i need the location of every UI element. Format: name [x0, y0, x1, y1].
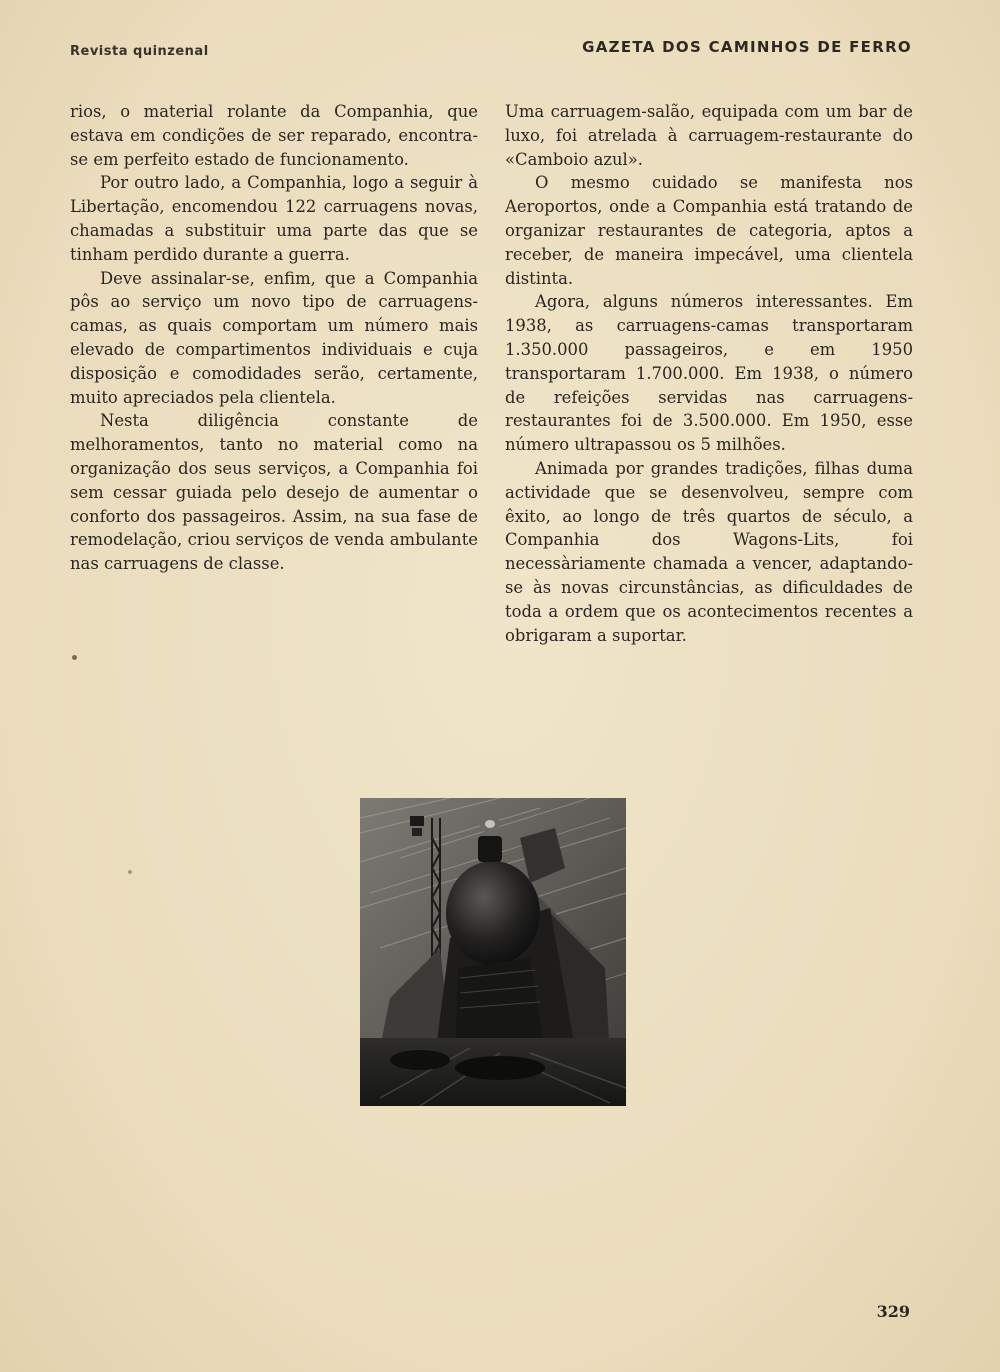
paragraph: Deve assinalar-se, enfim, que a Companhia pôs ao serviço um novo tipo de carruagens-camas, as quais comportam um número mais elevado de compartimentos individuais e cuja disposição e comodidades serão, certamente, muito apreciados pela clientela.	[70, 268, 478, 407]
running-head-left: Revista quinzenal	[70, 44, 209, 59]
paragraph: O mesmo cuidado se manifesta nos Aeroportos, onde a Companhia está tratando de organizar restaurantes de categoria, aptos a receber, de maneira impecável, uma clientela distinta.	[505, 173, 913, 288]
paper-speck	[128, 870, 132, 874]
text-column-left	[70, 100, 478, 576]
paper-speck	[72, 655, 77, 660]
paragraph: rios, o material rolante da Companhia, que estava em condições de ser reparado, encontra-se em perfeito estado de funcionamento.	[70, 102, 478, 169]
paragraph: Animada por grandes tradições, filhas duma actividade que se desenvolveu, sempre com êxito, ao longo de três quartos de século, a Companhia dos Wagons-Lits, foi necessàriamente chamada a vencer, adaptando-se às novas circunstâncias, as dificuldades de toda a ordem que os acontecimentos recentes a obrigaram a suportar.	[505, 458, 913, 645]
paragraph: Agora, alguns números interessantes. Em 1938, as carruagens-camas transportaram 1.350.000 passageiros, e em 1950 transportaram 1.700.000. Em 1938, o número de refeições servidas nas carruagens-restaurantes foi de 3.500.000. Em 1950, esse número ultrapassou os 5 milhões.	[505, 292, 913, 455]
paragraph: Uma carruagem-salão, equipada com um bar de luxo, foi atrelada à carruagem-restaurante do «Camboio azul».	[505, 102, 913, 169]
text-column-right	[505, 100, 913, 647]
page-number: 329	[876, 1302, 910, 1321]
locomotive-illustration	[360, 798, 626, 1106]
paragraph: Por outro lado, a Companhia, logo a seguir à Libertação, encomendou 122 carruagens novas, chamadas a substituir uma parte das que se tinham perdido durante a guerra.	[70, 173, 478, 264]
running-head-right: GAZETA DOS CAMINHOS DE FERRO	[582, 38, 912, 56]
paragraph: Nesta diligência constante de melhoramentos, tanto no material como na organização dos seus serviços, a Companhia foi sem cessar guiada pelo desejo de aumentar o conforto dos passageiros. Assim, na sua fase de remodelação, criou serviços de venda ambulante nas carruagens de classe.	[70, 411, 478, 574]
